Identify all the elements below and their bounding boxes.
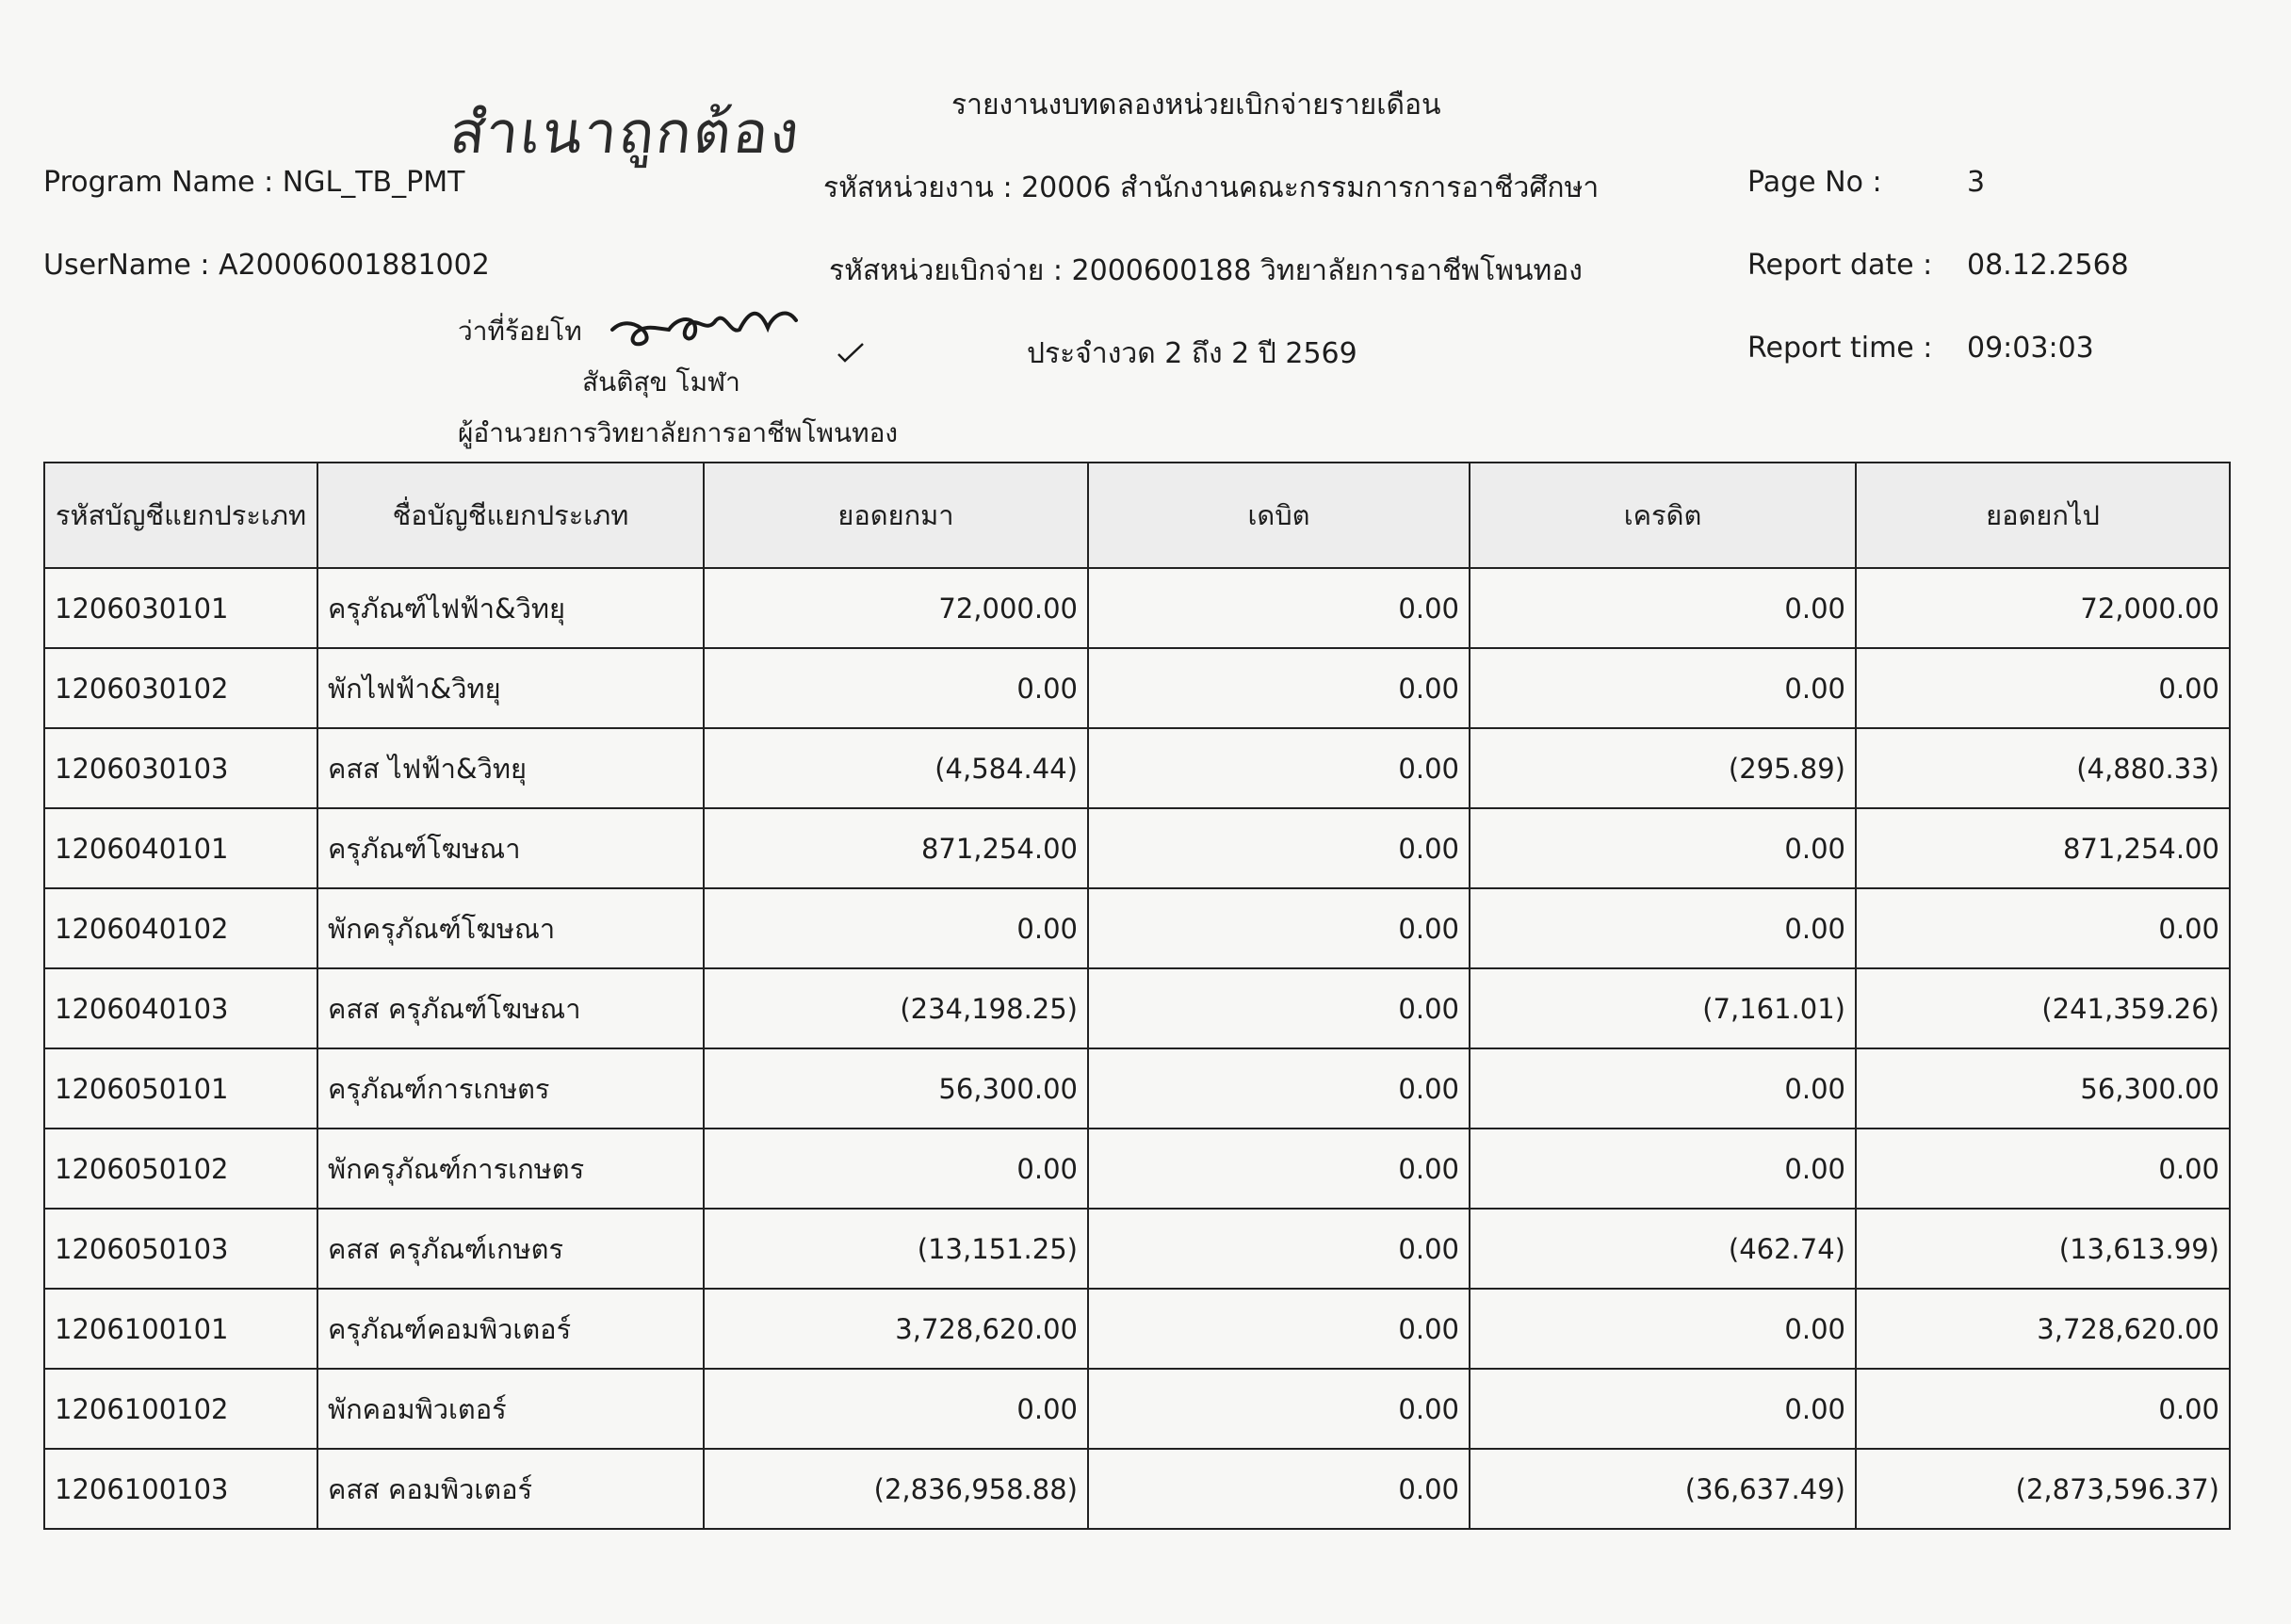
account-name-cell: พักครุภัณฑ์โฆษณา bbox=[317, 888, 704, 968]
table-row bbox=[44, 1289, 2230, 1369]
table-row bbox=[44, 1449, 2230, 1529]
debit-cell: 0.00 bbox=[1088, 1369, 1470, 1449]
closing-balance-cell: 0.00 bbox=[1856, 648, 2230, 728]
table-row bbox=[44, 1369, 2230, 1449]
opening-balance-cell: 56,300.00 bbox=[704, 1048, 1088, 1129]
debit-cell: 0.00 bbox=[1088, 888, 1470, 968]
opening-balance-cell: 0.00 bbox=[704, 1369, 1088, 1449]
account-code-cell: 1206040102 bbox=[44, 888, 317, 968]
account-code-cell: 1206030102 bbox=[44, 648, 317, 728]
opening-balance-cell: 3,728,620.00 bbox=[704, 1289, 1088, 1369]
credit-cell: 0.00 bbox=[1470, 1369, 1856, 1449]
certifier-rank: ว่าที่ร้อยโท bbox=[458, 316, 582, 347]
account-name-cell: คสส ไฟฟ้า&วิทยุ bbox=[317, 728, 704, 808]
col-header-closing-balance: ยอดยกไป bbox=[1856, 463, 2230, 568]
col-header-credit: เครดิต bbox=[1470, 463, 1856, 568]
closing-balance-cell: 72,000.00 bbox=[1856, 568, 2230, 648]
account-code-cell: 1206030101 bbox=[44, 568, 317, 648]
table-header-row bbox=[44, 463, 2230, 568]
trial-balance-table bbox=[43, 462, 2231, 1530]
account-name-cell: คสส ครุภัณฑ์เกษตร bbox=[317, 1209, 704, 1289]
closing-balance-cell: 56,300.00 bbox=[1856, 1048, 2230, 1129]
closing-balance-cell: 3,728,620.00 bbox=[1856, 1289, 2230, 1369]
col-header-opening-balance: ยอดยกมา bbox=[704, 463, 1088, 568]
opening-balance-cell: 0.00 bbox=[704, 648, 1088, 728]
page-no-label: Page No : bbox=[1747, 166, 1882, 199]
debit-cell: 0.00 bbox=[1088, 728, 1470, 808]
check-mark bbox=[837, 341, 865, 364]
credit-cell: (295.89) bbox=[1470, 728, 1856, 808]
closing-balance-cell: (13,613.99) bbox=[1856, 1209, 2230, 1289]
credit-cell: 0.00 bbox=[1470, 568, 1856, 648]
opening-balance-cell: (234,198.25) bbox=[704, 968, 1088, 1048]
account-code-cell: 1206100103 bbox=[44, 1449, 317, 1529]
table-row bbox=[44, 728, 2230, 808]
report-date-value: 08.12.2568 bbox=[1967, 249, 2129, 282]
credit-cell: (462.74) bbox=[1470, 1209, 1856, 1289]
account-code-cell: 1206030103 bbox=[44, 728, 317, 808]
table-row bbox=[44, 1048, 2230, 1129]
closing-balance-cell: (2,873,596.37) bbox=[1856, 1449, 2230, 1529]
debit-cell: 0.00 bbox=[1088, 1209, 1470, 1289]
account-name-cell: ครุภัณฑ์ไฟฟ้า&วิทยุ bbox=[317, 568, 704, 648]
closing-balance-cell: 0.00 bbox=[1856, 1369, 2230, 1449]
table-row bbox=[44, 1129, 2230, 1209]
account-code-cell: 1206040101 bbox=[44, 808, 317, 888]
closing-balance-cell: (4,880.33) bbox=[1856, 728, 2230, 808]
account-code-cell: 1206050102 bbox=[44, 1129, 317, 1209]
account-name-cell: พักไฟฟ้า&วิทยุ bbox=[317, 648, 704, 728]
credit-cell: (7,161.01) bbox=[1470, 968, 1856, 1048]
opening-balance-cell: 0.00 bbox=[704, 1129, 1088, 1209]
col-header-debit: เดบิต bbox=[1088, 463, 1470, 568]
account-name-cell: ครุภัณฑ์การเกษตร bbox=[317, 1048, 704, 1129]
account-code-cell: 1206050101 bbox=[44, 1048, 317, 1129]
debit-cell: 0.00 bbox=[1088, 1048, 1470, 1129]
account-code-cell: 1206100102 bbox=[44, 1369, 317, 1449]
report-title: รายงานงบทดลองหน่วยเบิกจ่ายรายเดือน bbox=[951, 89, 1441, 122]
table-row bbox=[44, 648, 2230, 728]
certifier-name: สันติสุข โมฬา bbox=[582, 366, 740, 398]
page-no-value: 3 bbox=[1967, 166, 1986, 199]
agency-code: รหัสหน่วยงาน : 20006 สำนักงานคณะกรรมการการอาชีวศึกษา bbox=[823, 171, 1600, 204]
opening-balance-cell: (2,836,958.88) bbox=[704, 1449, 1088, 1529]
account-code-cell: 1206100101 bbox=[44, 1289, 317, 1369]
credit-cell: 0.00 bbox=[1470, 808, 1856, 888]
account-code-cell: 1206040103 bbox=[44, 968, 317, 1048]
debit-cell: 0.00 bbox=[1088, 648, 1470, 728]
table-row bbox=[44, 968, 2230, 1048]
report-period: ประจำงวด 2 ถึง 2 ปี 2569 bbox=[1027, 337, 1357, 370]
account-name-cell: พักครุภัณฑ์การเกษตร bbox=[317, 1129, 704, 1209]
col-header-account-name: ชื่อบัญชีแยกประเภท bbox=[317, 463, 704, 568]
account-name-cell: ครุภัณฑ์โฆษณา bbox=[317, 808, 704, 888]
credit-cell: 0.00 bbox=[1470, 1289, 1856, 1369]
account-name-cell: พักคอมพิวเตอร์ bbox=[317, 1369, 704, 1449]
credit-cell: (36,637.49) bbox=[1470, 1449, 1856, 1529]
table-row bbox=[44, 1209, 2230, 1289]
opening-balance-cell: 0.00 bbox=[704, 888, 1088, 968]
account-code-cell: 1206050103 bbox=[44, 1209, 317, 1289]
debit-cell: 0.00 bbox=[1088, 1289, 1470, 1369]
opening-balance-cell: (4,584.44) bbox=[704, 728, 1088, 808]
certifier-position: ผู้อำนวยการวิทยาลัยการอาชีพโพนทอง bbox=[458, 417, 899, 448]
handwritten-signature bbox=[603, 292, 810, 358]
debit-cell: 0.00 bbox=[1088, 968, 1470, 1048]
certified-copy-stamp: สำเนาถูกต้อง bbox=[447, 98, 804, 167]
closing-balance-cell: (241,359.26) bbox=[1856, 968, 2230, 1048]
account-name-cell: ครุภัณฑ์คอมพิวเตอร์ bbox=[317, 1289, 704, 1369]
closing-balance-cell: 871,254.00 bbox=[1856, 808, 2230, 888]
closing-balance-cell: 0.00 bbox=[1856, 1129, 2230, 1209]
user-name: UserName : A20006001881002 bbox=[43, 249, 490, 282]
credit-cell: 0.00 bbox=[1470, 888, 1856, 968]
debit-cell: 0.00 bbox=[1088, 1449, 1470, 1529]
debit-cell: 0.00 bbox=[1088, 808, 1470, 888]
opening-balance-cell: 871,254.00 bbox=[704, 808, 1088, 888]
opening-balance-cell: 72,000.00 bbox=[704, 568, 1088, 648]
closing-balance-cell: 0.00 bbox=[1856, 888, 2230, 968]
program-name: Program Name : NGL_TB_PMT bbox=[43, 166, 465, 199]
credit-cell: 0.00 bbox=[1470, 1129, 1856, 1209]
debit-cell: 0.00 bbox=[1088, 568, 1470, 648]
debit-cell: 0.00 bbox=[1088, 1129, 1470, 1209]
disbursing-unit-code: รหัสหน่วยเบิกจ่าย : 2000600188 วิทยาลัยการอาชีพโพนทอง bbox=[829, 254, 1583, 287]
report-time-value: 09:03:03 bbox=[1967, 332, 2094, 365]
col-header-account-code: รหัสบัญชีแยกประเภท bbox=[44, 463, 317, 568]
account-name-cell: คสส ครุภัณฑ์โฆษณา bbox=[317, 968, 704, 1048]
report-time-label: Report time : bbox=[1747, 332, 1933, 365]
credit-cell: 0.00 bbox=[1470, 648, 1856, 728]
table-row bbox=[44, 808, 2230, 888]
table-row bbox=[44, 568, 2230, 648]
credit-cell: 0.00 bbox=[1470, 1048, 1856, 1129]
report-date-label: Report date : bbox=[1747, 249, 1933, 282]
opening-balance-cell: (13,151.25) bbox=[704, 1209, 1088, 1289]
table-row bbox=[44, 888, 2230, 968]
account-name-cell: คสส คอมพิวเตอร์ bbox=[317, 1449, 704, 1529]
